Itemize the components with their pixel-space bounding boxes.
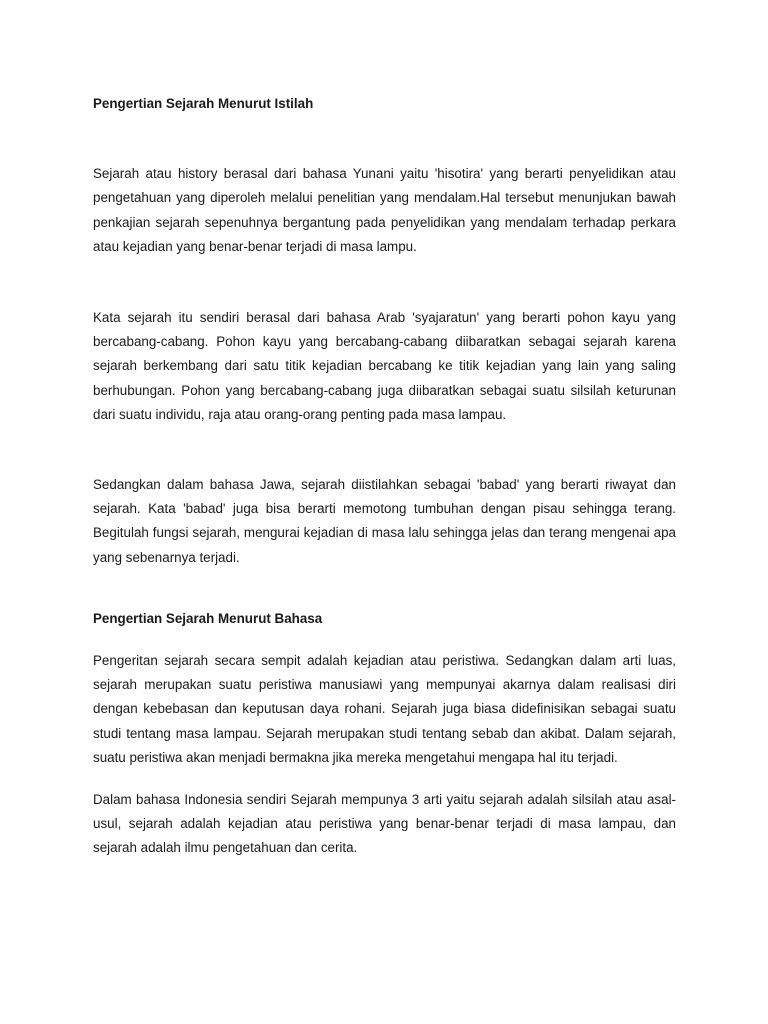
paragraph-bahasa-indonesia: Dalam bahasa Indonesia sendiri Sejarah mempunya 3 arti yaitu sejarah adalah silsilah atau asal-usul, sejarah adalah kejadian atau peristiwa yang benar-benar terjadi di masa lampau, dan sejarah adalah ilmu pengetahuan dan cerita.: [93, 792, 676, 856]
heading-bahasa: Pengertian Sejarah Menurut Bahasa: [93, 610, 323, 626]
paragraph-hisotira: Sejarah atau history berasal dari bahasa Yunani yaitu 'hisotira' yang berarti penyelidikan atau pengetahuan yang diperoleh melalui penelitian yang mendalam.Hal tersebut menunjukan bawah penkajian sejarah sepenuhnya bergantung pada penyelidikan yang mendalam terhadap perkara atau kejadian yang benar-benar terjadi di masa lampu.: [93, 166, 676, 254]
heading-istilah: Pengertian Sejarah Menurut Istilah: [93, 96, 314, 111]
paragraph-syajaratun: Kata sejarah itu sendiri berasal dari bahasa Arab 'syajaratun' yang berarti pohon kayu yang bercabang-cabang. Pohon kayu yang bercabang-cabang diibaratkan sebagai sejarah karena sejarah berkembang dari satu titik kejadian bercabang ke titik kejadian yang lain yang saling berhubungan. Pohon yang bercabang-cabang juga diibaratkan sebagai suatu silsilah keturunan dari suatu individu, raja atau orang-orang penting pada masa lampau.: [93, 310, 676, 422]
paragraph-babad: Sedangkan dalam bahasa Jawa, sejarah diistilahkan sebagai 'babad' yang berarti riwayat dan sejarah. Kata 'babad' juga bisa berarti memotong tumbuhan dengan pisau sehingga terang. Begitulah fungsi sejarah, mengurai kejadian di masa lalu sehingga jelas dan terang mengenai apa yang sebenarnya terjadi.: [93, 477, 676, 565]
document-content: [93, 92, 676, 861]
paragraph-definisi: Pengeritan sejarah secara sempit adalah kejadian atau peristiwa. Sedangkan dalam arti luas, sejarah merupakan suatu peristiwa manusiawi yang mempunyai akarnya dalam realisasi diri dengan kebebasan dan keputusan daya rohani. Sejarah juga biasa didefinisikan sebagai suatu studi tentang masa lampau. Sejarah merupakan studi tentang sebab dan akibat. Dalam sejarah, suatu peristiwa akan menjadi bermakna jika mereka mengetahui mengapa hal itu terjadi.: [93, 653, 676, 765]
